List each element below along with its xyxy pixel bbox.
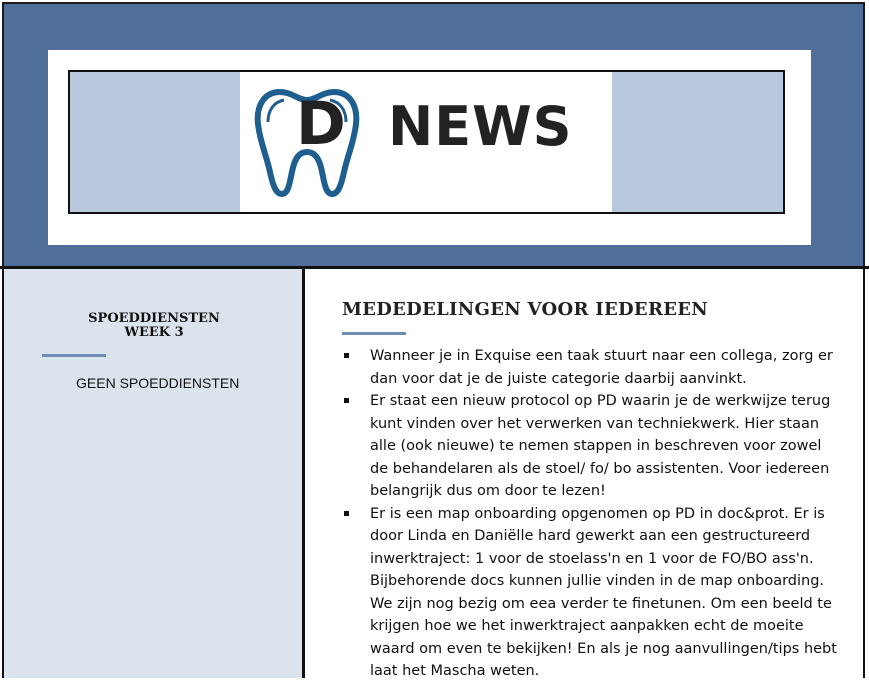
right-border [863, 269, 865, 678]
list-item [342, 503, 842, 683]
logo-letter: D [296, 89, 346, 159]
dnews-logo [240, 72, 612, 212]
list-item-text: Er staat een nieuw protocol op PD waarin je de werkwijze terug kunt vinden over het verwerken van techniekwerk. Hier staan alle (ook nieuwe) te nemen stappen in beschreven voor zowel de behandelaren als de stoel/ fo/ bo assistenten. Voor iedereen belangrijk dus om door te lezen! [370, 393, 831, 499]
main-heading: MEDEDELINGEN VOOR IEDEREEN [342, 299, 708, 320]
list-item-text: Wanneer je in Exquise een taak stuurt naar een collega, zorg er dan voor dat je de juiste categorie daarbij aanvinkt. [370, 348, 833, 387]
list-item [342, 345, 842, 390]
bullet-icon [344, 511, 349, 516]
logo-frame [68, 70, 785, 214]
banner-inner-panel [48, 50, 811, 245]
bullet-icon [344, 353, 349, 358]
announcement-list [342, 345, 842, 683]
main-content [305, 269, 863, 678]
sidebar-rule [42, 354, 106, 357]
newsletter-banner [2, 2, 865, 268]
bullet-icon [344, 398, 349, 403]
list-item [342, 390, 842, 503]
sidebar [2, 269, 302, 678]
main-heading-rule [342, 332, 406, 335]
list-item-text: Er is een map onboarding opgenomen op PD in doc&prot. Er is door Linda en Daniëlle hard gewerkt aan een gestructureerd inwerktraject: 1 voor de stoelass'n en 1 voor de FO/BO ass'n. Bijbehorende docs kunnen jullie vinden in de map onboarding. We zijn nog bezig om eea verder te finetunen. Om een beeld te krijgen hoe we het inwerktraject aanpakken echt de moeite waard om even te bekijken! En als je nog aanvullingen/tips hebt laat het Mascha weten. [370, 505, 837, 679]
sidebar-heading: SPOEDDIENSTEN WEEK 3 [88, 311, 220, 340]
logo-word: NEWS [388, 95, 573, 158]
sidebar-text: GEEN SPOEDDIENSTEN [76, 375, 240, 391]
